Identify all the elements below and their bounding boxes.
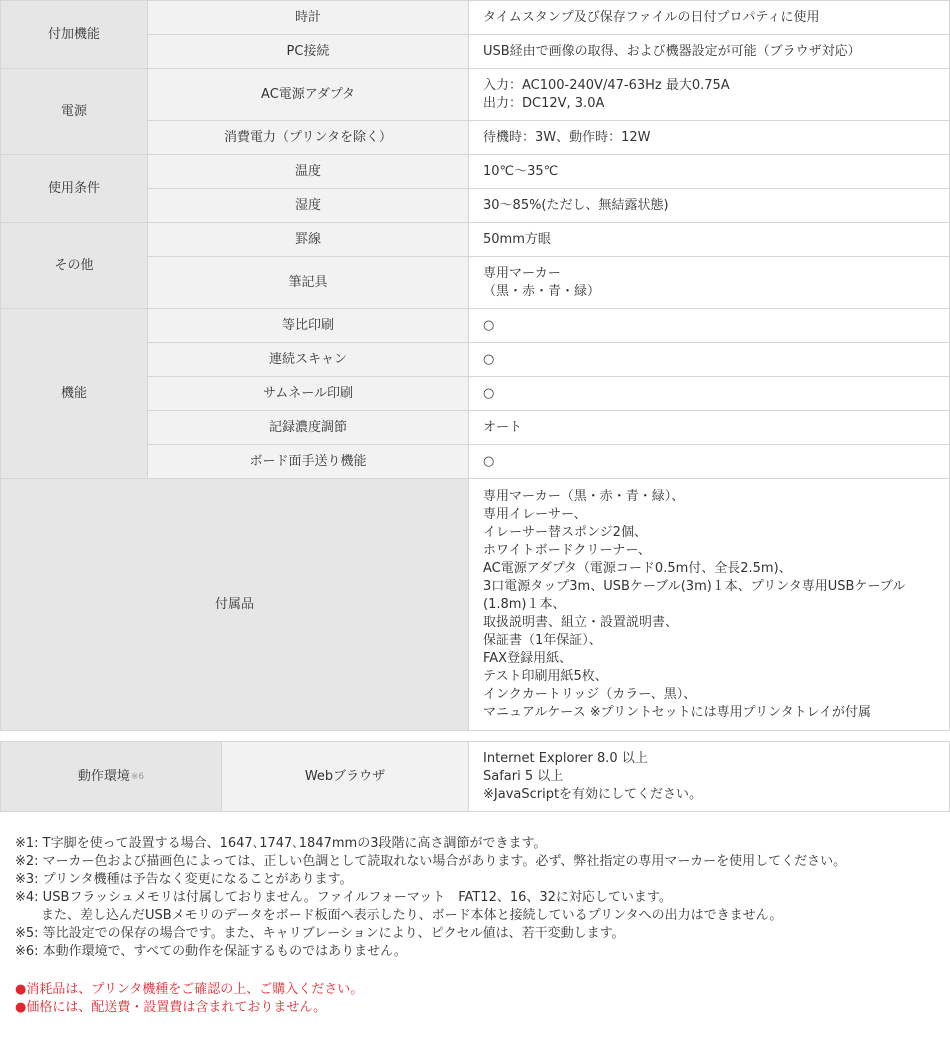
value-web-browser: Internet Explorer 8.0 以上 Safari 5 以上 ※JavaScriptを有効にしてください。	[469, 742, 950, 812]
item-temperature: 温度	[148, 155, 469, 189]
category-environment	[1, 742, 222, 812]
footnote-item: ※2: マーカー色および描画色によっては、正しい色調として読取れない場合があります。必ず、弊社指定の専用マーカーを使用してください。	[15, 854, 847, 869]
footnote-item: ※4: USBフラッシュメモリは付属しておりません。ファイルフォーマット FAT12、16、32に対応しています。	[15, 890, 672, 905]
footnote-mark: ※6	[130, 771, 145, 782]
item-equal-print: 等比印刷	[148, 309, 469, 343]
value-accessories: 専用マーカー（黒・赤・青・緑）、 専用イレーサー、 イレーサー替スポンジ2個、 ホワイトボードクリーナー、 AC電源アダプタ（電源コード0.5m付、全長2.5m)、 3口電源タップ3m、USBケーブル(3m)１本、プリンタ専用USBケーブル (1.8m)１本、 取扱説明書、組立・設置説明書、 保証書（1年保証）、 FAX登録用紙、 テスト印刷用紙5枚、 インクカートリッジ（カラー、黒）、 マニュアルケース ※プリントセットには専用プリンタトレイが付属	[469, 479, 950, 731]
item-board-feed: ボード面手送り機能	[148, 445, 469, 479]
category-other: その他	[1, 223, 148, 309]
footnote-item: ※1: T字脚を使って設置する場合、1647､1747､1847mmの3段階に高さ調節ができます。	[15, 836, 547, 851]
footnote-item: ※5: 等比設定での保存の場合です。また、キャリブレーションにより、ピクセル値は、若干変動します。	[15, 926, 625, 941]
value-grid: 50mm方眼	[469, 223, 950, 257]
category-add-features: 付加機能	[1, 1, 148, 69]
item-thumbnail-print: サムネール印刷	[148, 377, 469, 411]
category-power: 電源	[1, 69, 148, 155]
value-temperature: 10℃～35℃	[469, 155, 950, 189]
value-pen: 専用マーカー （黒・赤・青・緑）	[469, 257, 950, 309]
value-pc-connection: USB経由で画像の取得、および機器設定が可能（ブラウザ対応）	[469, 35, 950, 69]
warnings	[0, 981, 950, 1017]
category-functions: 機能	[1, 309, 148, 479]
value-clock: タイムスタンプ及び保存ファイルの日付プロパティに使用	[469, 1, 950, 35]
footnote-item: また、差し込んだUSBメモリのデータをボード板面へ表示したり、ボード本体と接続しているプリンタへの出力はできません。	[15, 908, 783, 923]
item-pen: 筆記具	[148, 257, 469, 309]
item-density: 記録濃度調節	[148, 411, 469, 445]
value-continuous-scan: ○	[469, 343, 950, 377]
value-ac-adapter: 入力：AC100-240V/47-63Hz 最大0.75A 出力：DC12V, 3.0A	[469, 69, 950, 121]
footnotes	[0, 835, 950, 961]
value-power-consumption: 待機時：3W、動作時：12W	[469, 121, 950, 155]
warning-item: ●消耗品は、プリンタ機種をご確認の上、ご購入ください。	[15, 982, 364, 997]
item-pc-connection: PC接続	[148, 35, 469, 69]
environment-table	[0, 741, 950, 812]
category-conditions: 使用条件	[1, 155, 148, 223]
item-power-consumption: 消費電力（プリンタを除く）	[148, 121, 469, 155]
item-continuous-scan: 連続スキャン	[148, 343, 469, 377]
footnote-item: ※3: プリンタ機種は予告なく変更になることがあります。	[15, 872, 353, 887]
value-board-feed: ○	[469, 445, 950, 479]
item-ac-adapter: AC電源アダプタ	[148, 69, 469, 121]
warning-item: ●価格には、配送費・設置費は含まれておりません。	[15, 1000, 327, 1015]
value-equal-print: ○	[469, 309, 950, 343]
item-humidity: 湿度	[148, 189, 469, 223]
value-density: オート	[469, 411, 950, 445]
footnote-item: ※6: 本動作環境で、すべての動作を保証するものではありません。	[15, 944, 407, 959]
item-web-browser: Webブラウザ	[222, 742, 469, 812]
category-accessories: 付属品	[1, 479, 469, 731]
value-humidity: 30～85%(ただし、無結露状態)	[469, 189, 950, 223]
item-clock: 時計	[148, 1, 469, 35]
value-thumbnail-print: ○	[469, 377, 950, 411]
item-grid: 罫線	[148, 223, 469, 257]
category-environment-label: 動作環境	[77, 768, 130, 784]
